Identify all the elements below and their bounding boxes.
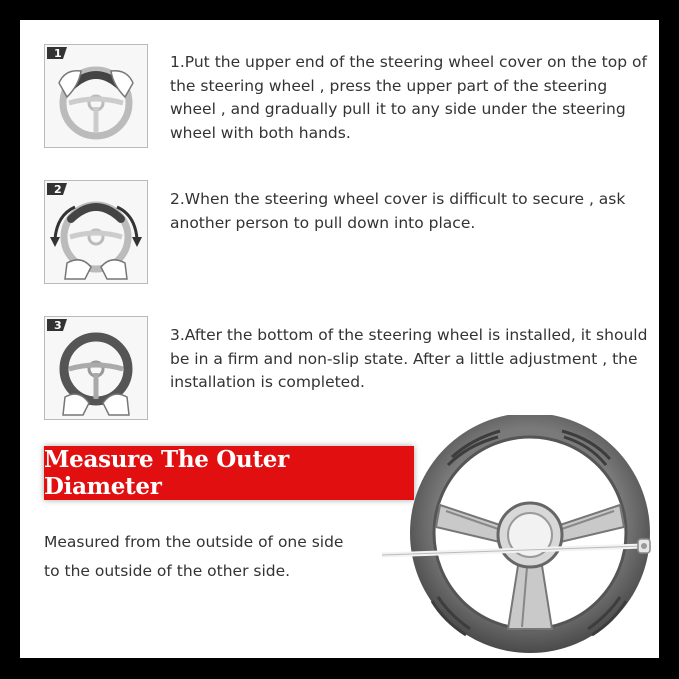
steering-wheel-pull-arrows-icon bbox=[45, 181, 147, 283]
step-number-3: 3 bbox=[54, 319, 62, 332]
step-1-text: 1.Put the upper end of the steering wheel cover on the top of the steering wheel , press the upper part of the steering wheel , and gradually pull it to any side under the steering wheel with both hands. bbox=[170, 53, 647, 142]
measure-description bbox=[44, 528, 343, 586]
steering-wheel-cover-upper-icon bbox=[45, 45, 147, 147]
steering-wheel-diameter-icon bbox=[382, 415, 652, 655]
measure-banner bbox=[44, 446, 414, 500]
step-2-text: 2.When the steering wheel cover is difficult to secure , ask another person to pull down into place. bbox=[170, 190, 626, 232]
step-number-2: 2 bbox=[54, 183, 62, 196]
step-1-illustration bbox=[44, 44, 148, 148]
measure-line-1: Measured from the outside of one side bbox=[44, 533, 344, 551]
step-2-illustration bbox=[44, 180, 148, 284]
instruction-card bbox=[20, 20, 659, 658]
measure-title: Measure The Outer Diameter bbox=[44, 446, 289, 500]
step-number-1: 1 bbox=[54, 47, 62, 60]
measure-line-2: to the outside of the other side. bbox=[44, 562, 291, 580]
step-3-illustration bbox=[44, 316, 148, 420]
steering-wheel-installed-icon bbox=[45, 317, 147, 419]
step-3-text: 3.After the bottom of the steering wheel is installed, it should be in a firm and non-slip state. After a little adjustment , the installation is completed. bbox=[170, 326, 648, 391]
